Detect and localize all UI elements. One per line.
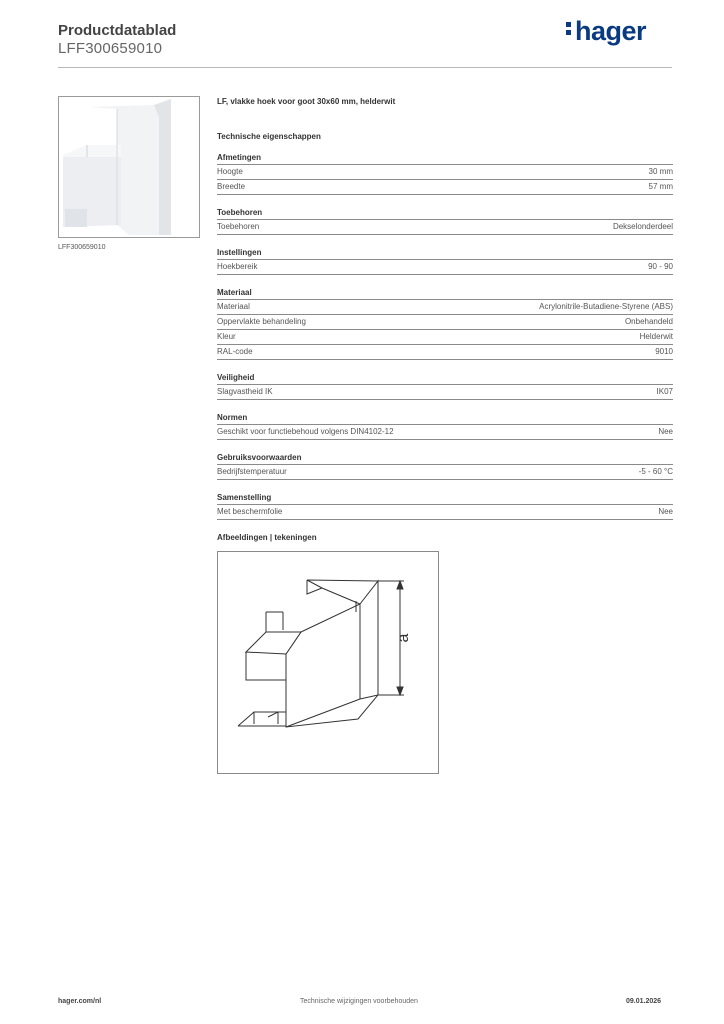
dimension-drawing [218,552,438,773]
spec-section [217,412,673,440]
spec-section [217,452,673,480]
product-photo [58,96,200,238]
spec-value: Nee [658,427,673,436]
spec-section [217,287,673,360]
spec-value: Onbehandeld [624,317,673,326]
section-title: Toebehoren [217,207,673,220]
spec-row [217,385,673,400]
dimension-label-a: a [395,633,412,643]
spec-label: RAL-code [217,347,253,356]
spec-label: Slagvastheid IK [217,387,273,396]
technical-drawing [217,551,439,774]
spec-section [217,247,673,275]
spec-row [217,345,673,360]
photo-caption: LFF300659010 [58,244,106,251]
technical-properties-title: Technische eigenschappen [217,132,321,141]
spec-section [217,372,673,400]
section-title: Gebruiksvoorwaarden [217,452,673,465]
spec-row [217,465,673,480]
spec-content [217,96,673,544]
spec-value: 30 mm [648,167,673,176]
spec-row [217,165,673,180]
spec-row [217,220,673,235]
spec-label: Oppervlakte behandeling [217,317,306,326]
spec-value: 57 mm [648,182,673,191]
spec-row [217,505,673,520]
product-photo-image [59,97,199,237]
spec-row [217,260,673,275]
logo-text: hager [575,16,647,46]
spec-label: Met beschermfolie [217,507,283,516]
product-description: LF, vlakke hoek voor goot 30x60 mm, helderwit [217,97,396,106]
section-title: Materiaal [217,287,673,300]
section-title: Veiligheid [217,372,673,385]
footer-date: 09.01.2026 [626,998,662,1005]
spec-section [217,152,673,195]
logo-colon-icon [566,19,572,38]
spec-row [217,330,673,345]
spec-value: 90 - 90 [648,262,673,271]
spec-section [217,207,673,235]
spec-label: Hoogte [217,167,243,176]
section-title: Afmetingen [217,152,673,165]
footer-disclaimer: Technische wijzigingen voorbehouden [300,998,418,1005]
spec-label: Hoekbereik [217,262,258,271]
section-title: Samenstelling [217,492,673,505]
spec-label: Breedte [217,182,246,191]
spec-section [217,492,673,520]
spec-label: Toebehoren [217,222,260,231]
spec-value: Helderwit [639,332,673,341]
spec-value: Dekselonderdeel [612,222,673,231]
spec-value: 9010 [655,347,673,356]
spec-row [217,300,673,315]
spec-label: Materiaal [217,302,250,311]
spec-label: Kleur [217,332,236,341]
spec-value: Acrylonitrile-Butadiene-Styrene (ABS) [539,302,673,311]
spec-row [217,425,673,440]
section-title: Normen [217,412,673,425]
hager-logo[interactable] [566,16,646,47]
spec-row [217,180,673,195]
spec-sections [217,152,673,520]
spec-value: -5 - 60 °C [638,467,673,476]
spec-value: IK07 [656,387,673,396]
section-title: Instellingen [217,247,673,260]
footer-website[interactable]: hager.com/nl [58,998,102,1005]
product-code: LFF300659010 [58,40,163,57]
page-title: Productdatablad [58,22,177,39]
spec-value: Nee [658,507,673,516]
drawings-title: Afbeeldingen | tekeningen [217,533,317,542]
spec-label: Geschikt voor functiebehoud volgens DIN4102-12 [217,427,394,436]
header-divider [58,67,672,68]
spec-label: Bedrijfstemperatuur [217,467,287,476]
spec-row [217,315,673,330]
